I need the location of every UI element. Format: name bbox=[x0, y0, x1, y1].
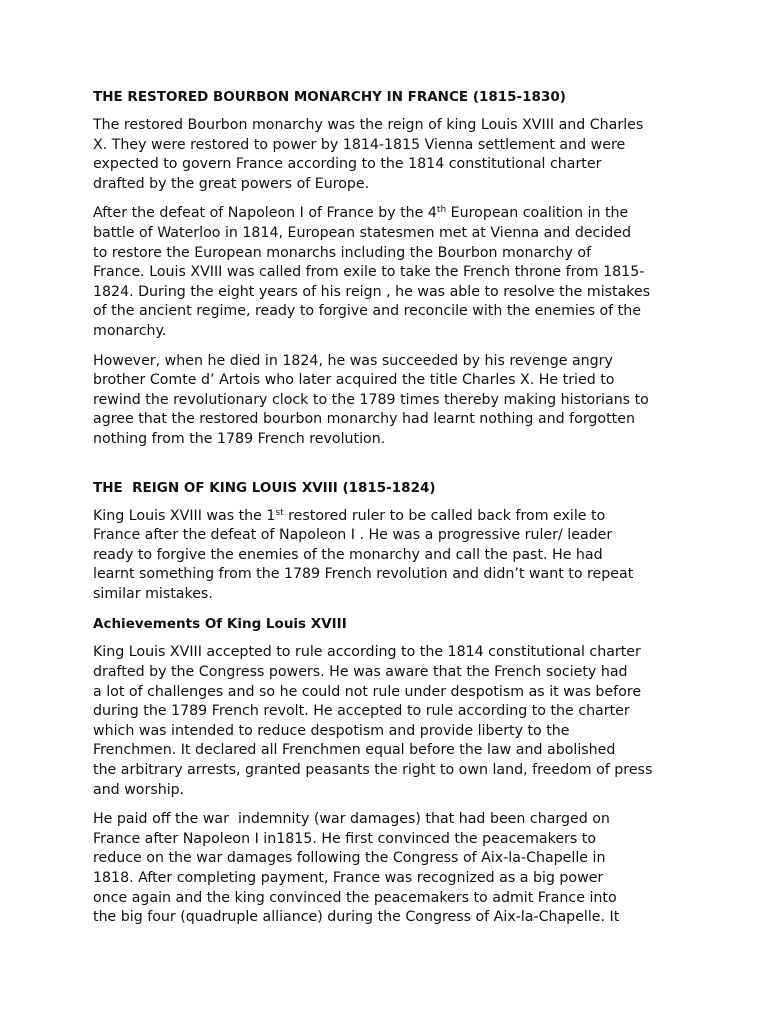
subheading-achievements: Achievements Of King Louis XVIII bbox=[93, 616, 347, 633]
text-line: nothing from the 1789 French revolution. bbox=[93, 430, 386, 447]
text-line: France after the defeat of Napoleon I . He was a progressive ruler/ leader bbox=[93, 527, 613, 544]
text-line: which was intended to reduce despotism and provide liberty to the bbox=[93, 722, 570, 739]
text-line: France after Napoleon I in1815. He first convinced the peacemakers to bbox=[93, 830, 597, 847]
section-heading-louis-xviii: THE REIGN OF KING LOUIS XVIII (1815-1824) bbox=[93, 479, 436, 496]
superscript: st bbox=[275, 507, 284, 518]
text-line: He paid off the war indemnity (war damages) that had been charged on bbox=[93, 811, 610, 828]
text-line: during the 1789 French revolt. He accepted to rule according to the charter bbox=[93, 703, 630, 720]
paragraph-charter bbox=[93, 643, 683, 800]
text-line: the arbitrary arrests, granted peasants the right to own land, freedom of press bbox=[93, 762, 653, 779]
text-line: and worship. bbox=[93, 781, 185, 798]
document-body bbox=[93, 87, 683, 938]
text-line bbox=[93, 507, 683, 527]
text-line: France. Louis XVIII was called from exile to take the French throne from 1815- bbox=[93, 264, 645, 281]
superscript: th bbox=[436, 205, 447, 216]
paragraph-louis-xviii-intro bbox=[93, 507, 683, 605]
text-line: agree that the restored bourbon monarchy had learnt nothing and forgotten bbox=[93, 411, 635, 428]
text-line: rewind the revolutionary clock to the 1789 times thereby making historians to bbox=[93, 391, 649, 408]
text-line: expected to govern France according to the 1814 constitutional charter bbox=[93, 156, 602, 173]
paragraph-waterloo bbox=[93, 204, 683, 341]
text-line: to restore the European monarchs including the Bourbon monarchy of bbox=[93, 244, 592, 261]
section-spacer bbox=[93, 460, 683, 478]
paragraph-charles-x bbox=[93, 352, 683, 450]
text-line: X. They were restored to power by 1814-1815 Vienna settlement and were bbox=[93, 136, 626, 153]
text-line: brother Comte d’ Artois who later acquired the title Charles X. He tried to bbox=[93, 372, 615, 389]
text-line: drafted by the Congress powers. He was aware that the French society had bbox=[93, 664, 628, 681]
text-line: drafted by the great powers of Europe. bbox=[93, 175, 370, 192]
text-line: once again and the king convinced the peacemakers to admit France into bbox=[93, 889, 617, 906]
text-line: The restored Bourbon monarchy was the reign of king Louis XVIII and Charles bbox=[93, 117, 644, 133]
text-line: similar mistakes. bbox=[93, 585, 213, 602]
text-line: 1818. After completing payment, France was recognized as a big power bbox=[93, 870, 604, 886]
text-line bbox=[93, 204, 683, 224]
section-heading-restored-monarchy: THE RESTORED BOURBON MONARCHY IN FRANCE (1815-1830) bbox=[93, 89, 566, 105]
text-line: the big four (quadruple alliance) during the Congress of Aix-la-Chapelle. It bbox=[93, 909, 620, 926]
text-segment: King Louis XVIII was the 1 bbox=[93, 507, 276, 524]
text-line: King Louis XVIII accepted to rule according to the 1814 constitutional charter bbox=[93, 644, 641, 661]
text-line: Frenchmen. It declared all Frenchmen equal before the law and abolished bbox=[93, 742, 616, 759]
text-line: battle of Waterloo in 1814, European statesmen met at Vienna and decided bbox=[93, 224, 632, 241]
text-segment: European coalition in the bbox=[446, 205, 629, 222]
text-line: monarchy. bbox=[93, 322, 167, 339]
text-line: of the ancient regime, ready to forgive and reconcile with the enemies of the bbox=[93, 303, 641, 320]
text-line: learnt something from the 1789 French revolution and didn’t want to repeat bbox=[93, 566, 634, 583]
text-line: a lot of challenges and so he could not rule under despotism as it was before bbox=[93, 683, 642, 700]
text-segment: After the defeat of Napoleon I of France by the 4 bbox=[93, 205, 437, 222]
text-line: ready to forgive the enemies of the monarchy and call the past. He had bbox=[93, 546, 603, 563]
text-line: reduce on the war damages following the Congress of Aix-la-Chapelle in bbox=[93, 850, 606, 867]
paragraph-intro bbox=[93, 116, 683, 194]
text-segment: restored ruler to be called back from exile to bbox=[283, 507, 606, 524]
paragraph-indemnity bbox=[93, 810, 683, 928]
text-line: 1824. During the eight years of his reign , he was able to resolve the mistakes bbox=[93, 283, 651, 300]
text-line: However, when he died in 1824, he was succeeded by his revenge angry bbox=[93, 352, 613, 369]
